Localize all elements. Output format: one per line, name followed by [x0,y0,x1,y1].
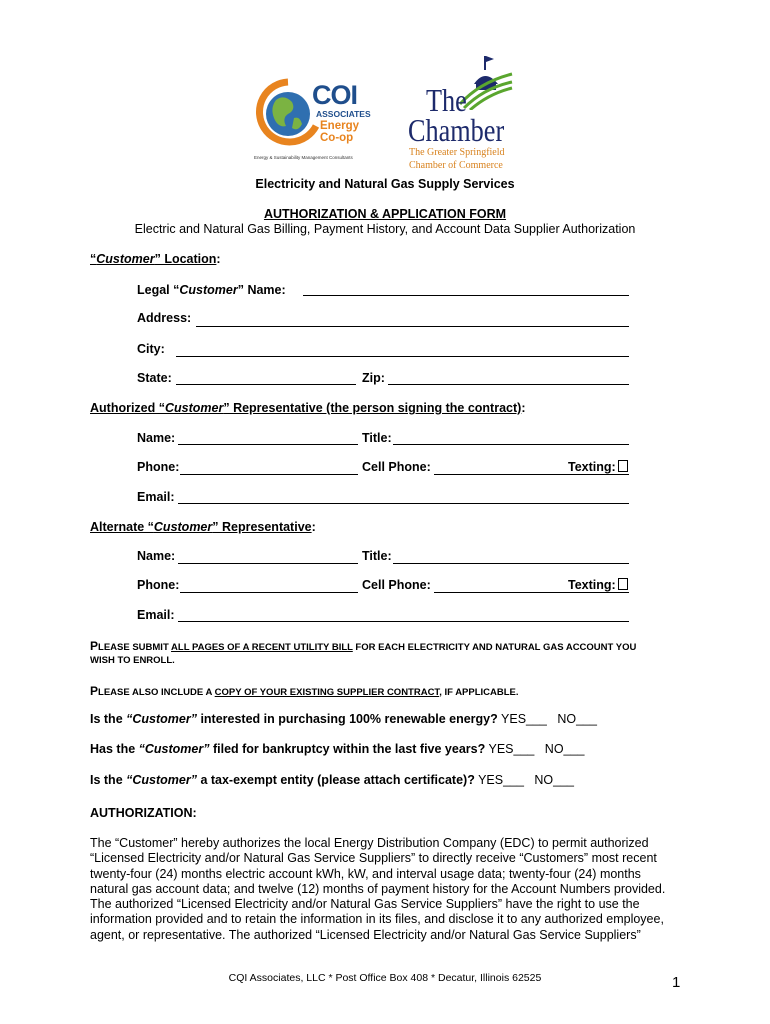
alt-rep-email-field[interactable] [178,621,629,622]
form-subtitle: Electric and Natural Gas Billing, Payment History, and Account Data Supplier Authorization [134,222,636,236]
auth-rep-phone-field[interactable] [180,474,358,475]
auth-rep-texting: Texting: [568,460,628,474]
question-tax-exempt: Is the “Customer” a tax-exempt entity (please attach certificate)? YES___ NO___ [90,773,574,787]
legal-name-label: Legal “Customer” Name: [137,283,286,297]
authorization-line: natural gas account data; and twelve (12) months of payment history for the Account Numbers provided. [90,881,666,896]
auth-rep-texting-checkbox[interactable] [618,460,628,472]
address-field[interactable] [196,326,629,327]
zip-field[interactable] [388,384,629,385]
include-notice: PLEASE ALSO INCLUDE A COPY OF YOUR EXISTING SUPPLIER CONTRACT, IF APPLICABLE. [90,684,519,698]
auth-rep-title-label: Title: [362,431,392,445]
coi-energy-text: Energy [320,120,359,132]
coi-main-text: COI [312,80,358,110]
tax-exempt-yes[interactable]: YES___ [478,773,524,787]
question-bankruptcy: Has the “Customer” filed for bankruptcy within the last five years? YES___ NO___ [90,742,585,756]
auth-rep-name-label: Name: [137,431,176,445]
alt-rep-texting: Texting: [568,578,628,592]
auth-rep-title-field[interactable] [393,444,629,445]
auth-rep-email-field[interactable] [178,503,629,504]
auth-rep-email-label: Email: [137,490,175,504]
authorization-line: information provided and to retain the information in its files, and disclose it to any authorized employee, [90,912,664,927]
authorization-line: The “Customer” hereby authorizes the local Energy Distribution Company (EDC) to permit authorized [90,836,649,850]
state-field[interactable] [176,384,356,385]
alt-rep-email-label: Email: [137,608,175,622]
coi-coop-text: Co-op [320,132,354,144]
alt-rep-texting-checkbox[interactable] [618,578,628,590]
alt-rep-cell-label: Cell Phone: [362,578,431,592]
authorization-line: “Licensed Electricity and/or Natural Gas Service Suppliers” to directly receive “Customers” most recent [90,851,657,866]
alt-rep-title-field[interactable] [393,563,629,564]
alt-rep-phone-label: Phone: [137,578,180,592]
coi-associates-text: ASSOCIATES [316,109,371,119]
alt-rep-heading: Alternate “Customer” Representative: [90,520,316,534]
address-label: Address: [137,311,192,325]
auth-rep-cell-field[interactable] [434,474,629,475]
alt-rep-phone-field[interactable] [180,592,358,593]
question-renewable: Is the “Customer” interested in purchasing 100% renewable energy? YES___ NO___ [90,712,597,726]
alt-rep-name-label: Name: [137,549,176,563]
authorization-line: The authorized “Licensed Electricity and/or Natural Gas Service Suppliers” have the right to use the [90,897,640,912]
footer-address: CQI Associates, LLC * Post Office Box 408 * Decatur, Illinois 62525 [228,972,542,984]
alt-rep-name-field[interactable] [178,563,358,564]
city-field[interactable] [176,356,629,357]
chamber-chamber-text: Chamber [408,112,505,148]
city-label: City: [137,342,165,356]
coi-logo [254,78,382,166]
auth-rep-heading: Authorized “Customer” Representative (the person signing the contract): [90,401,526,415]
auth-rep-cell-label: Cell Phone: [362,460,431,474]
bankruptcy-yes[interactable]: YES___ [488,742,535,756]
state-label: State: [137,371,172,385]
doc-title: Electricity and Natural Gas Supply Services [255,177,515,191]
authorization-line: twenty-four (24) months electric account kWh, kW, and interval usage data; twenty-four (24) months [90,866,641,881]
submit-notice-line2: WISH TO ENROLL. [90,655,175,666]
renewable-no[interactable]: NO___ [557,712,597,726]
renewable-yes[interactable]: YES___ [501,712,547,726]
auth-rep-phone-label: Phone: [137,460,180,474]
legal-name-field[interactable] [303,295,629,296]
alt-rep-title-label: Title: [362,549,392,563]
chamber-the-text: The [426,82,467,118]
authorization-line: agent, or representative. The authorized “Licensed Electricity and/or Natural Gas Service Suppliers” [90,927,641,942]
authorization-paragraph [90,836,672,943]
auth-rep-name-field[interactable] [178,444,358,445]
chamber-logo [406,54,518,174]
chamber-sub2: Chamber of Commerce [409,160,503,171]
location-heading: “Customer” Location: [90,252,221,266]
bankruptcy-no[interactable]: NO___ [544,742,585,756]
zip-label: Zip: [362,371,385,385]
tax-exempt-no[interactable]: NO___ [534,773,574,787]
coi-tagline: Energy & Sustainability Management Consultants [254,155,353,160]
alt-rep-cell-field[interactable] [434,592,629,593]
page-number: 1 [672,974,681,991]
chamber-sub1: The Greater Springfield [409,147,505,158]
form-title: AUTHORIZATION & APPLICATION FORM [263,207,507,221]
submit-notice: PLEASE SUBMIT ALL PAGES OF A RECENT UTILITY BILL FOR EACH ELECTRICITY AND NATURAL GAS ACCOUNT YOU [90,639,637,653]
authorization-heading: AUTHORIZATION: [90,806,197,820]
